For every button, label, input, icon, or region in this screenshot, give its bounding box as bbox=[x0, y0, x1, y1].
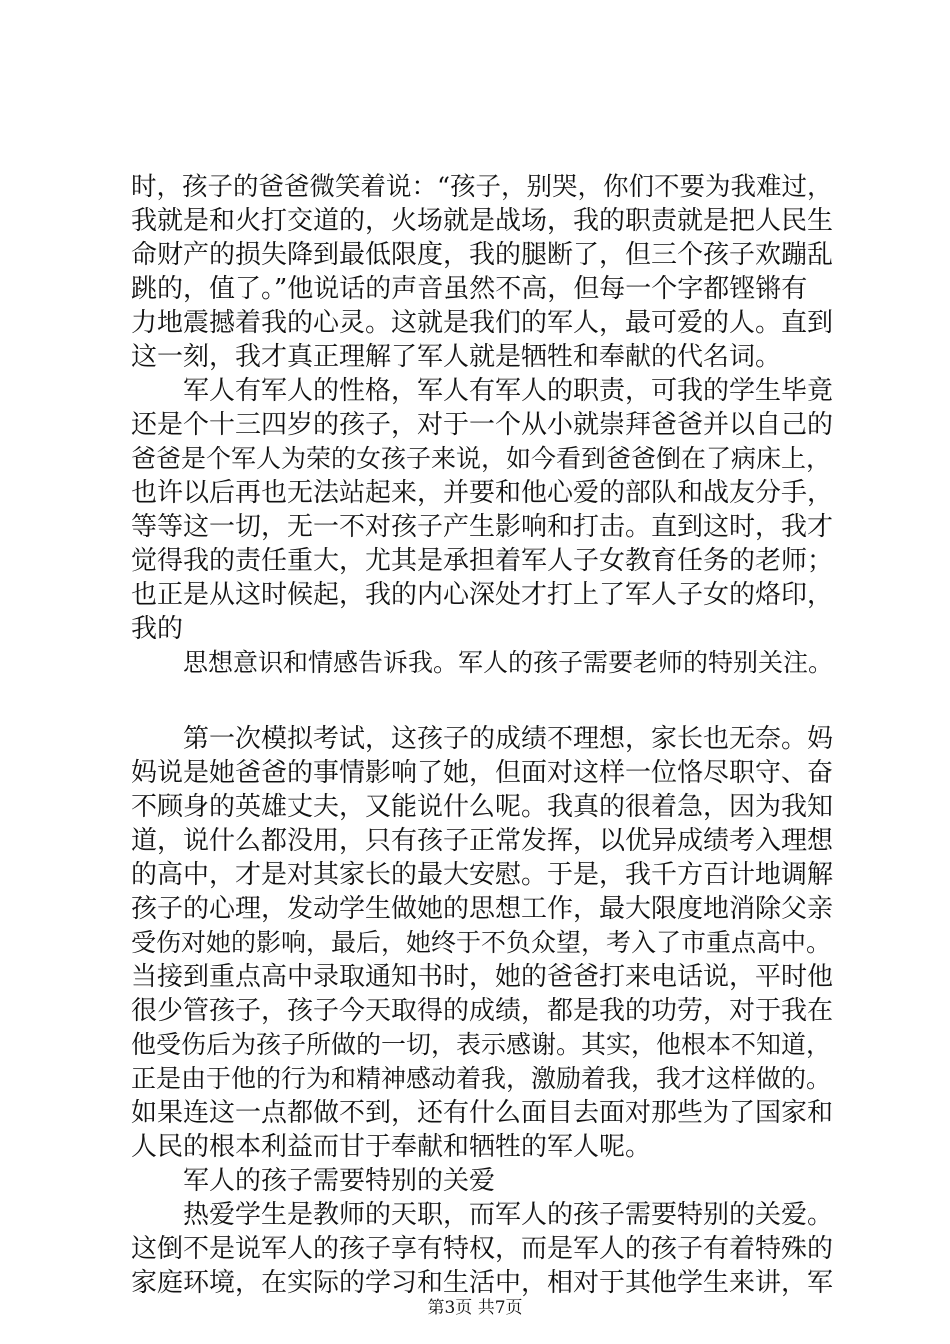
text-line: 这一刻，我才真正理解了军人就是牺牲和奉献的代名词。 bbox=[131, 342, 782, 372]
text-line: 孩子的心理，发动学生做她的思想工作，最大限度地消除父亲 bbox=[131, 894, 834, 924]
text-line: 受伤对她的影响，最后，她终于不负众望，考入了市重点高中。 bbox=[131, 928, 832, 957]
text-line: 我就是和火打交道的，火场就是战场，我的职责就是把人民生 bbox=[131, 206, 834, 236]
text-line: 等等这一切，无一不对孩子产生影响和打击。直到这时，我才 bbox=[131, 512, 834, 542]
text-line: 力地震撼着我的心灵。这就是我们的军人，最可爱的人。直到 bbox=[131, 308, 834, 338]
text-line: 道，说什么都没用，只有孩子正常发挥，以优异成绩考入理想 bbox=[131, 826, 834, 856]
paragraph-gap bbox=[131, 680, 843, 722]
text-line: 跳的，值了。”他说话的声音虽然不高，但每一个字都铿锵有 bbox=[131, 274, 808, 304]
text-line: 如果连这一点都做不到，还有什么面目去面对那些为了国家和 bbox=[131, 1098, 834, 1128]
text-line: 家庭环境，在实际的学习和生活中，相对于其他学生来讲，军 bbox=[131, 1268, 834, 1298]
text-line: 也许以后再也无法站起来，并要和他心爱的部队和战友分手， bbox=[131, 478, 834, 508]
text-line: 很少管孩子，孩子今天取得的成绩，都是我的功劳，对于我在 bbox=[131, 996, 834, 1026]
paragraph-start-line: 思想意识和情感告诉我。军人的孩子需要老师的特别关注。 bbox=[183, 648, 834, 677]
paragraph-start-line: 第一次模拟考试，这孩子的成绩不理想，家长也无奈。妈 bbox=[183, 724, 834, 754]
text-line: 时，孩子的爸爸微笑着说：“孩子，别哭，你们不要为我难过， bbox=[131, 172, 833, 202]
text-line: 觉得我的责任重大，尤其是承担着军人子女教育任务的老师； bbox=[131, 546, 834, 576]
text-line: 正是由于他的行为和精神感动着我，激励着我，我才这样做的。 bbox=[131, 1064, 832, 1093]
text-line: 也正是从这时候起，我的内心深处才打上了军人子女的烙印， bbox=[131, 580, 834, 610]
text-line: 妈说是她爸爸的事情影响了她，但面对这样一位恪尽职守、奋 bbox=[131, 758, 834, 788]
text-line: 人民的根本利益而甘于奉献和牺牲的军人呢。 bbox=[131, 1132, 652, 1162]
text-line: 他受伤后为孩子所做的一切，表示感谢。其实，他根本不知道， bbox=[131, 1030, 832, 1059]
section-heading: 军人的孩子需要特别的关爱 bbox=[183, 1166, 496, 1196]
text-line: 我的 bbox=[131, 614, 184, 644]
text-line: 爸爸是个军人为荣的女孩子来说，如今看到爸爸倒在了病床上， bbox=[131, 444, 832, 473]
paragraph-start-line: 热爱学生是教师的天职，而军人的孩子需要特别的关爱。 bbox=[183, 1200, 834, 1230]
body-text bbox=[131, 170, 843, 1300]
text-line: 当接到重点高中录取通知书时，她的爸爸打来电话说，平时他 bbox=[131, 962, 834, 992]
page-number-footer: 第3页 共7页 bbox=[427, 1298, 523, 1318]
text-line: 不顾身的英雄丈夫，又能说什么呢。我真的很着急，因为我知 bbox=[131, 792, 834, 822]
text-line: 命财产的损失降到最低限度，我的腿断了，但三个孩子欢蹦乱 bbox=[131, 240, 834, 270]
text-line: 的高中，才是对其家长的最大安慰。于是，我千方百计地调解 bbox=[131, 860, 834, 890]
text-line: 这倒不是说军人的孩子享有特权，而是军人的孩子有着特殊的 bbox=[131, 1234, 834, 1264]
paragraph-start-line: 军人有军人的性格，军人有军人的职责，可我的学生毕竟 bbox=[183, 376, 834, 406]
text-line: 还是个十三四岁的孩子，对于一个从小就崇拜爸爸并以自己的 bbox=[131, 410, 834, 440]
